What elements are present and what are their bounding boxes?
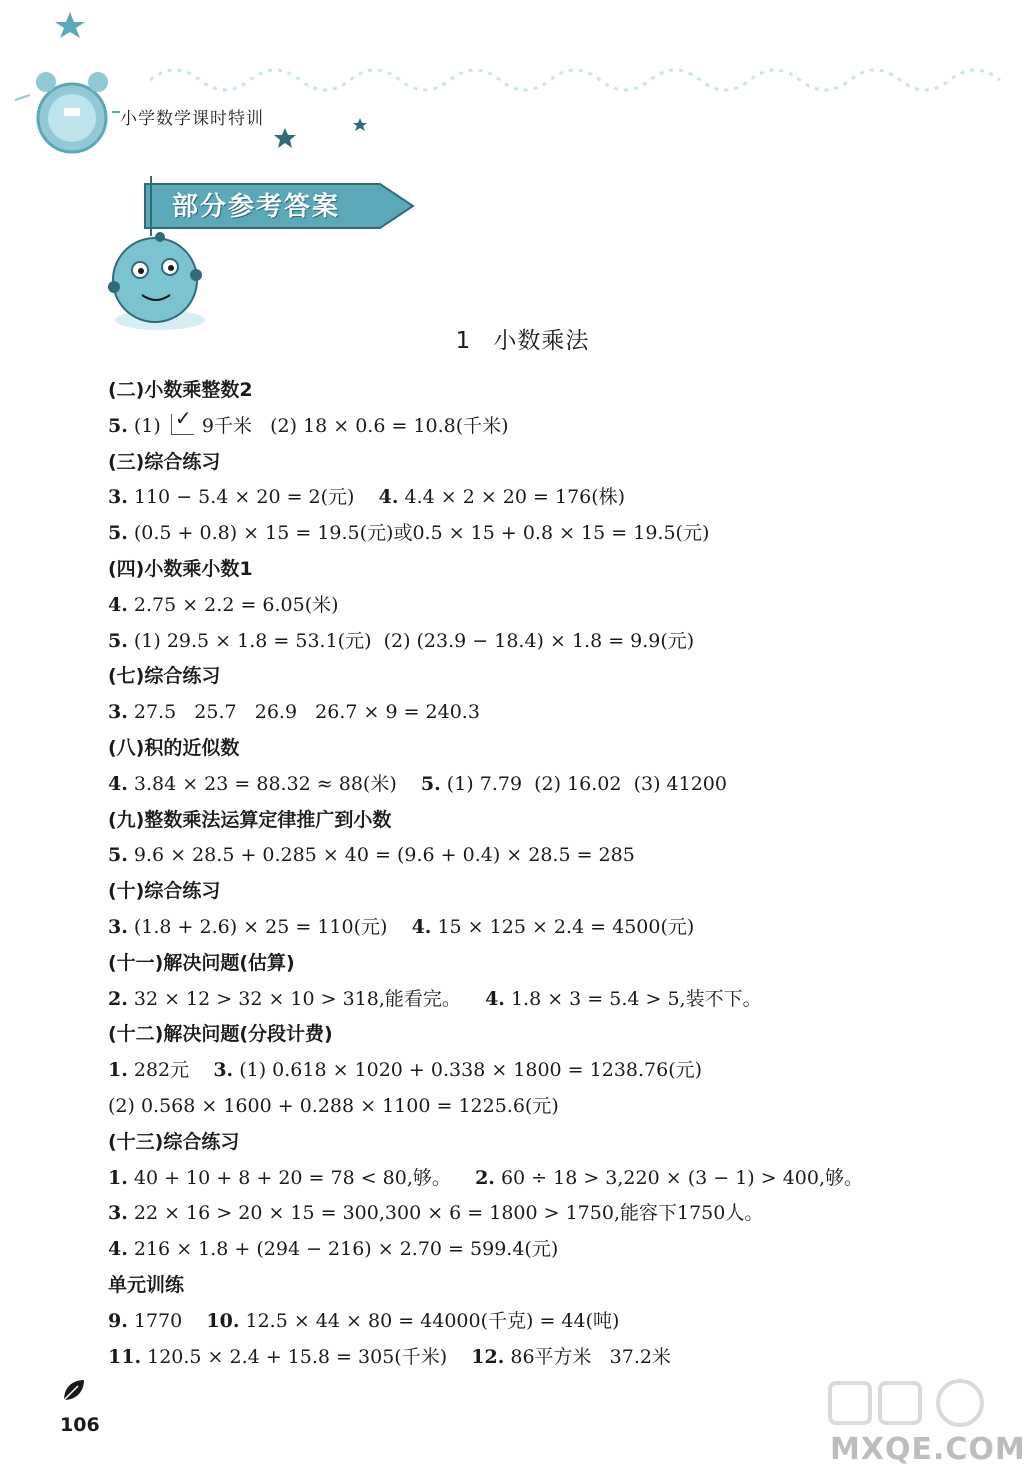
section-heading bbox=[108, 445, 968, 481]
answer-list bbox=[108, 373, 968, 1375]
answer-text: 27.5 25.7 26.9 26.7 × 9 = 240.3 bbox=[127, 701, 480, 724]
answer-text: 12.5 × 44 × 80 = 44000(千克) = 44(吨) bbox=[239, 1309, 620, 1332]
answer-text: (十)综合练习 bbox=[108, 880, 221, 903]
section-heading bbox=[108, 373, 968, 409]
answer-text: (1) 29.5 × 1.8 = 53.1(元) (2) (23.9 − 18.4) × 1.8 = 9.9(元) bbox=[127, 629, 695, 652]
section-heading bbox=[108, 803, 968, 839]
watermark-text: MXQE.COM bbox=[830, 1432, 1026, 1467]
answer-text: (四)小数乘小数1 bbox=[108, 557, 253, 580]
answer-text: 4.4 × 2 × 20 = 176(株) bbox=[398, 486, 626, 509]
answer-text: (十二)解决问题(分段计费) bbox=[108, 1023, 333, 1046]
answer-text: (十三)综合练习 bbox=[108, 1130, 240, 1153]
answer-text: 1.8 × 3 = 5.4 > 5,装不下。 bbox=[504, 987, 762, 1010]
question-number: 2. bbox=[475, 1166, 495, 1189]
answer-text: 1770 bbox=[127, 1309, 207, 1332]
answer-text: (二)小数乘整数2 bbox=[108, 379, 253, 401]
answer-text: (十一)解决问题(估算) bbox=[108, 951, 295, 974]
answer-line bbox=[108, 695, 968, 731]
leaf-icon bbox=[60, 1376, 88, 1404]
section-heading bbox=[108, 552, 968, 588]
answer-line bbox=[108, 767, 968, 803]
question-number: 3. bbox=[108, 701, 128, 724]
answer-text: 9千米 (2) 18 × 0.6 = 10.8(千米) bbox=[195, 414, 509, 437]
question-number: 3. bbox=[213, 1059, 234, 1082]
answer-text: 单元训练 bbox=[108, 1273, 185, 1296]
answer-line bbox=[108, 1053, 968, 1089]
question-number: 4. bbox=[378, 486, 399, 509]
question-number: 1. bbox=[108, 1059, 128, 1082]
answer-text: 216 × 1.8 + (294 − 216) × 2.70 = 599.4(元) bbox=[127, 1238, 559, 1261]
answer-text: 86平方米 37.2米 bbox=[504, 1345, 671, 1368]
section-heading bbox=[108, 1268, 968, 1304]
header-decoration bbox=[0, 0, 1000, 170]
section-heading bbox=[108, 1017, 968, 1053]
answer-text: 120.5 × 2.4 + 15.8 = 305(千米) bbox=[141, 1345, 472, 1368]
section-heading bbox=[108, 946, 968, 982]
answer-line bbox=[108, 1196, 968, 1232]
question-number: 1. bbox=[108, 1166, 128, 1189]
answer-text: 282元 bbox=[127, 1059, 214, 1082]
answer-text: (1) 0.618 × 1020 + 0.338 × 1800 = 1238.76(元) bbox=[233, 1059, 703, 1082]
question-number: 5. bbox=[108, 629, 128, 652]
answer-text: (2) 0.568 × 1600 + 0.288 × 1100 = 1225.6(元) bbox=[108, 1094, 559, 1117]
answer-line bbox=[108, 910, 968, 946]
question-number: 3. bbox=[108, 915, 128, 938]
section-heading bbox=[108, 659, 968, 695]
chapter-name: 小数乘法 bbox=[493, 328, 590, 354]
answer-line bbox=[108, 982, 968, 1018]
checkmark-icon bbox=[171, 414, 194, 435]
answer-text: 32 × 12 > 32 × 10 > 318,能看完。 bbox=[127, 987, 486, 1010]
answer-text: 3.84 × 23 = 88.32 ≈ 88(米) bbox=[127, 772, 421, 795]
answer-line bbox=[108, 1304, 968, 1340]
answer-text: 22 × 16 > 20 × 15 = 300,300 × 6 = 1800 > 1750,能容下1750人。 bbox=[127, 1202, 764, 1225]
answer-text: (1) 7.79 (2) 16.02 (3) 41200 bbox=[440, 772, 727, 795]
question-number: 4. bbox=[108, 772, 128, 795]
banner-label: 部分参考答案 bbox=[172, 192, 341, 222]
answer-line bbox=[108, 480, 968, 516]
question-number: 4. bbox=[108, 593, 128, 616]
mascot-illustration bbox=[100, 225, 220, 335]
answer-text: (八)积的近似数 bbox=[108, 736, 240, 759]
answer-text: (七)综合练习 bbox=[108, 665, 221, 688]
question-number: 3. bbox=[108, 486, 128, 509]
page-header bbox=[0, 0, 1000, 170]
page-number: 106 bbox=[60, 1414, 100, 1436]
question-number: 4. bbox=[108, 1238, 128, 1261]
answer-line bbox=[108, 838, 968, 874]
question-number: 11. bbox=[108, 1345, 142, 1368]
answer-text: 40 + 10 + 8 + 20 = 78 < 80,够。 bbox=[127, 1166, 476, 1189]
answer-text: 2.75 × 2.2 = 6.05(米) bbox=[127, 593, 339, 616]
question-number: 2. bbox=[108, 987, 128, 1010]
answer-line bbox=[108, 516, 968, 552]
chapter-title bbox=[0, 322, 1000, 355]
question-number: 5. bbox=[108, 844, 128, 867]
answer-text: (九)整数乘法运算定律推广到小数 bbox=[108, 808, 392, 831]
answer-line bbox=[108, 588, 968, 624]
answer-line bbox=[108, 1089, 968, 1125]
answer-line bbox=[108, 1161, 968, 1197]
question-number: 10. bbox=[206, 1309, 240, 1332]
section-heading bbox=[108, 731, 968, 767]
answer-text: (0.5 + 0.8) × 15 = 19.5(元)或0.5 × 15 + 0.8 × 15 = 19.5(元) bbox=[127, 522, 710, 545]
section-heading bbox=[108, 1125, 968, 1161]
answer-line bbox=[108, 1232, 968, 1268]
answer-text: 9.6 × 28.5 + 0.285 × 40 = (9.6 + 0.4) × 28.5 = 285 bbox=[127, 844, 635, 867]
answer-line bbox=[108, 624, 968, 660]
answer-line bbox=[108, 1340, 968, 1376]
answer-text: (三)综合练习 bbox=[108, 450, 221, 473]
answer-text: 110 − 5.4 × 20 = 2(元) bbox=[127, 486, 379, 509]
answer-text: 60 ÷ 18 > 3,220 × (3 − 1) > 400,够。 bbox=[494, 1166, 863, 1189]
answer-text: (1.8 + 2.6) × 25 = 110(元) bbox=[127, 915, 412, 938]
question-number: 4. bbox=[411, 915, 432, 938]
answer-text: (1) bbox=[127, 414, 167, 437]
section-heading bbox=[108, 874, 968, 910]
chapter-number: 1 bbox=[455, 328, 472, 354]
book-title: 小学数学课时特训 bbox=[120, 109, 264, 129]
question-number: 4. bbox=[485, 987, 505, 1010]
question-number: 9. bbox=[108, 1309, 128, 1332]
question-number: 5. bbox=[108, 522, 128, 545]
question-number: 12. bbox=[471, 1345, 505, 1368]
question-number: 3. bbox=[108, 1202, 128, 1225]
question-number: 5. bbox=[108, 414, 128, 437]
answer-text: 15 × 125 × 2.4 = 4500(元) bbox=[431, 915, 695, 938]
question-number: 5. bbox=[420, 772, 441, 795]
answer-line bbox=[108, 409, 968, 445]
